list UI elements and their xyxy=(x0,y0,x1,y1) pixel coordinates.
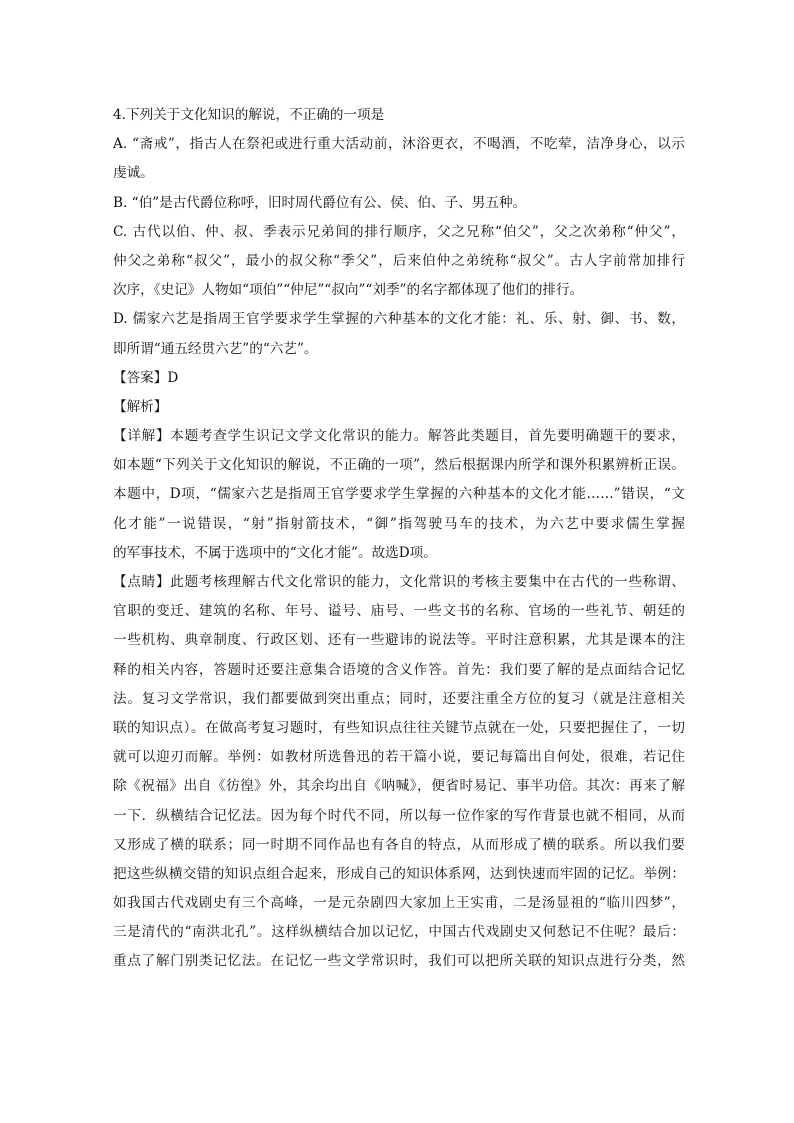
tip-line-2: 官职的变迁、建筑的名称、年号、谥号、庙号、一些文书的名称、官场的一些礼节、朝廷的 xyxy=(113,603,685,620)
tip-line-9: 一下．纵横结合记忆法。因为每个时代不同，所以每一位作家的写作背景也就不相同，从而 xyxy=(113,807,685,824)
tip-line-7: 就可以迎刃而解。举例：如教材所选鲁迅的若干篇小说，要记每篇出自何处，很难，若记住 xyxy=(113,749,685,766)
tip-line-1: 【点睛】此题考核理解古代文化常识的能力，文化常识的考核主要集中在古代的一些称谓、 xyxy=(113,574,685,590)
tip-line-3: 一些机构、典章制度、行政区划、还有一些避讳的说法等。平时注意积累，尤其是课本的注 xyxy=(113,632,685,649)
detail-line-5: 的军事技术，不属于选项中的“文化才能”。故选D项。 xyxy=(113,544,437,561)
detail-line-2: 如本题“下列关于文化知识的解说，不正确的一项”，然后根据课内所学和课外积累辨析正误。 xyxy=(113,457,685,474)
tip-line-12: 如我国古代戏剧史有三个高峰，一是元杂剧四大家加上王实甫，二是汤显祖的“临川四梦”， xyxy=(113,895,685,912)
detail-line-1: 【详解】本题考查学生识记文学文化常识的能力。解答此类题目，首先要明确题干的要求， xyxy=(113,428,685,445)
tip-line-5: 法。复习文学常识，我们都要做到突出重点；同时，还要注重全方位的复习（就是注意相关 xyxy=(113,690,685,707)
tip-line-14: 重点了解门别类记忆法。在记忆一些文学常识时，我们可以把所关联的知识点进行分类，然 xyxy=(113,953,685,970)
document-page xyxy=(113,101,685,977)
option-d-line-2: 即所谓“通五经贯六艺”的“六艺”。 xyxy=(113,340,318,357)
analysis-heading: 【解析】 xyxy=(113,398,168,415)
tip-line-11: 把这些纵横交错的知识点组合起来，形成自己的知识体系网，达到快速而牢固的记忆。举例： xyxy=(113,865,685,882)
detail-line-3: 本题中，D项，“儒家六艺是指周王官学要求学生掌握的六种基本的文化才能……”错误，“文 xyxy=(113,486,685,503)
option-b-line-1: B. “伯”是古代爵位称呼，旧时周代爵位有公、侯、伯、子、男五种。 xyxy=(113,194,527,211)
question-stem: 4.下列关于文化知识的解说，不正确的一项是 xyxy=(113,107,385,123)
option-d-line-1: D. 儒家六艺是指周王官学要求学生掌握的六种基本的文化才能：礼、乐、射、御、书、数， xyxy=(113,311,685,328)
tip-line-6: 联的知识点）。在做高考复习题时，有些知识点往往关键节点就在一处，只要把握住了，一切 xyxy=(113,719,685,736)
option-a-line-1: A. “斋戒”，指古人在祭祀或进行重大活动前，沐浴更衣，不喝酒，不吃荤，洁净身心，以示 xyxy=(113,136,685,153)
tip-line-4: 释的相关内容，答题时还要注意集合语境的含义作答。首先：我们要了解的是点面结合记忆 xyxy=(113,661,685,678)
detail-line-4: 化才能”一说错误，“射”指射箭技术，“御”指驾驶马车的技术，为六艺中要求儒生掌握 xyxy=(113,515,685,532)
tip-line-13: 三是清代的“南洪北孔”。这样纵横结合加以记忆，中国古代戏剧史又何愁记不住呢？最后： xyxy=(113,924,685,941)
option-a-line-2: 虔诚。 xyxy=(113,165,154,182)
option-c-line-2: 仲父之弟称“叔父”，最小的叔父称“季父”，后来伯仲之弟统称“叔父”。古人字前常加排行 xyxy=(113,252,685,269)
option-c-line-3: 次序，《史记》人物如“项伯”“仲尼”“叔向”“刘季”的名字都体现了他们的排行。 xyxy=(113,282,584,299)
answer-line: 【答案】D xyxy=(113,369,179,386)
tip-line-10: 又形成了横的联系；同一时期不同作品也有各自的特点，从而形成了横的联系。所以我们要 xyxy=(113,836,685,853)
option-c-line-1: C. 古代以伯、仲、叔、季表示兄弟间的排行顺序，父之兄称“伯父”，父之次弟称“仲父”， xyxy=(113,223,685,240)
tip-line-8: 除《祝福》出自《彷徨》外，其余均出自《呐喊》，便省时易记、事半功倍。其次：再来了解 xyxy=(113,778,685,795)
